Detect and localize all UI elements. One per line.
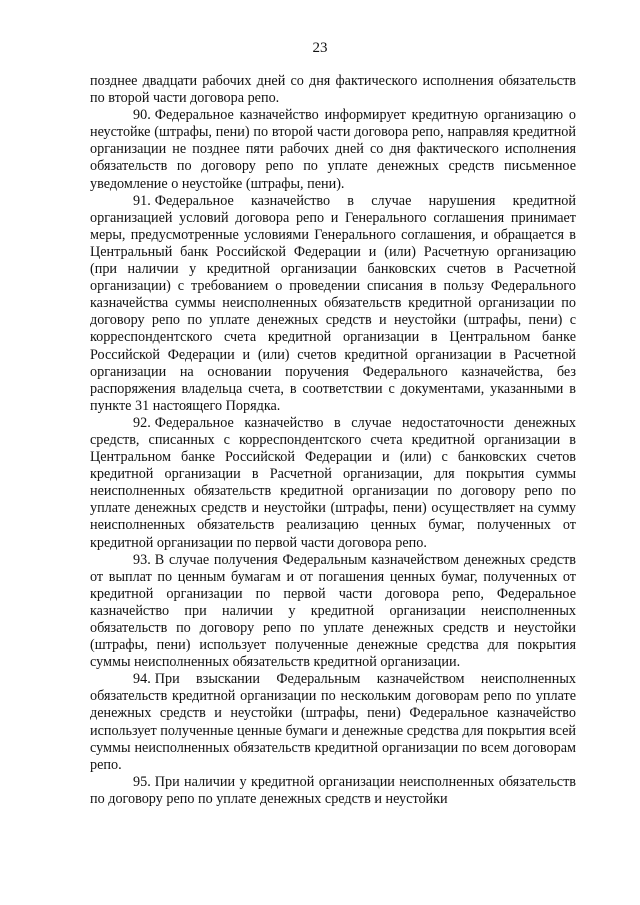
paragraph-91 (90, 193, 576, 415)
paragraph-95 (90, 774, 576, 808)
paragraph-number: 93. (133, 551, 151, 568)
paragraph-number: 92. (133, 414, 151, 431)
paragraph-92 (90, 415, 576, 552)
paragraph-text: позднее двадцати рабочих дней со дня фактического исполнения обязательств по второй части договора репо. (90, 73, 576, 107)
document-body (90, 73, 576, 808)
page-number: 23 (312, 40, 328, 56)
paragraph-text: При наличии у кредитной организации неисполненных обязательств по договору репо по уплате денежных средств и неустойки (90, 773, 576, 807)
paragraph-text: Федеральное казначейство в случае нарушения кредитной организацией условий договора репо и Генерального соглашения принимает меры, предусмотренные условиями Генерального соглашения, и обращается в Центральный банк Российской Федерации и (или) Расчетную организацию (при наличии у кредитной организации банковских счетов в Расчетной организации) с требованием о проведении списания в пользу Федерального казначейства суммы неисполненных обязательств кредитной организации по договору репо по уплате денежных средств и неустойки (штрафы, пени) с корреспондентского счета кредитной организации в Центральном банке Российской Федерации и (или) счетов кредитной организации в Расчетной организации на основании поручения Федерального казначейства, без распоряжения владельца счета, в соответствии с документами, указанными в пункте 31 настоящего Порядка. (90, 192, 576, 414)
paragraph-text: Федеральное казначейство в случае недостаточности денежных средств, списанных с корреспондентского счета кредитной организации в Центральном банке Российской Федерации и (или) с банковских счетов кредитной организации в Расчетной организации, для покрытия суммы неисполненных обязательств кредитной организации по договору репо по уплате денежных средств и неустойки (штрафы, пени) осуществляет на сумму неисполненных обязательств реализацию ценных бумаг, полученных от кредитной организации по первой части договора репо. (90, 414, 576, 551)
paragraph-continuation (90, 73, 576, 107)
paragraph-text: При взыскании Федеральным казначейством неисполненных обязательств кредитной организации по нескольким договорам репо по уплате денежных средств и неустойки (штрафы, пени) Федеральное казначейство использует полученные ценные бумаги и денежные средства для покрытия всей суммы неисполненных обязательств кредитной организации по всем договорам репо. (90, 671, 576, 773)
paragraph-number: 91. (133, 192, 151, 209)
paragraph-number: 95. (133, 773, 151, 790)
paragraph-94 (90, 671, 576, 774)
paragraph-90 (90, 107, 576, 192)
paragraph-text: В случае получения Федеральным казначейством денежных средств от выплат по ценным бумагам и от погашения ценных бумаг, полученных от кредитной организации по первой части договора репо, Федеральное казначейство при наличии у кредитной организации неисполненных обязательств по договору репо по уплате денежных средств и неустойки (штрафы, пени) использует полученные денежные средства для покрытия суммы неисполненных обязательств кредитной организации. (90, 551, 576, 671)
paragraph-text: Федеральное казначейство информирует кредитную организацию о неустойке (штрафы, пени) по второй части договора репо, направляя кредитной организации не позднее пяти рабочих дней со дня фактического исполнения обязательств по договору репо по уплате денежных средств письменное уведомление о неустойке (штрафы, пени). (90, 107, 576, 192)
paragraph-93 (90, 552, 576, 672)
paragraph-number: 90. (133, 107, 151, 124)
paragraph-number: 94. (133, 671, 151, 688)
